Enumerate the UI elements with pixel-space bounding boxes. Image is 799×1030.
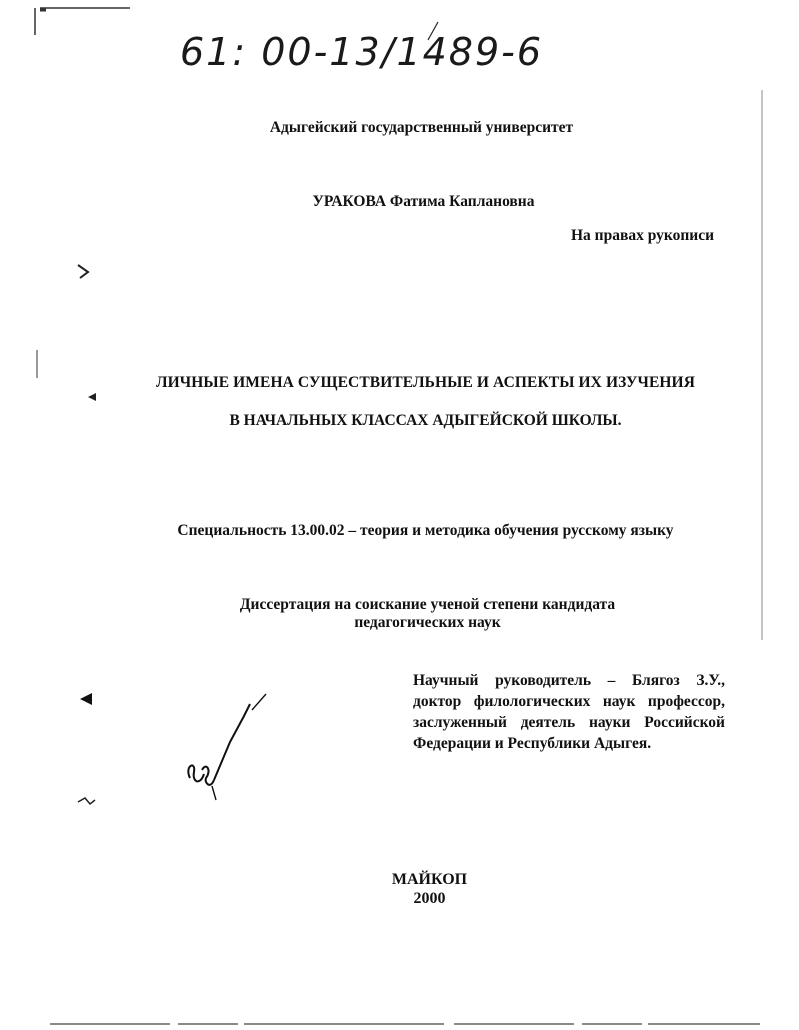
author-name: УРАКОВА Фатима Каплановна <box>312 193 535 210</box>
title-line-1: ЛИЧНЫЕ ИМЕНА СУЩЕСТВИТЕЛЬНЫЕ И АСПЕКТЫ ИХ ИЗУЧЕНИЯ <box>155 374 695 391</box>
supervisor-line-4: Федерации и Республики Адыгея. <box>413 735 652 752</box>
handwritten-signature <box>188 694 266 800</box>
supervisor-line-3: заслуженный деятель науки Российской <box>413 714 725 731</box>
supervisor-line-1: Научный руководитель – Блягоз З.У., <box>413 672 725 689</box>
binding-mark-4 <box>78 798 95 804</box>
archive-code: 61: 00-13/1489-6 <box>180 30 544 74</box>
binding-mark-2 <box>88 393 96 401</box>
year: 2000 <box>413 890 446 907</box>
supervisor-block <box>413 670 725 754</box>
binding-mark-1 <box>78 265 88 278</box>
university-name: Адыгейский государственный университет <box>269 119 574 136</box>
supervisor-line-2: доктор филологических наук профессор, <box>413 693 725 710</box>
binding-mark-3 <box>80 693 92 705</box>
dissertation-degree-line-1: Диссертация на соискание ученой степени кандидата <box>239 596 616 613</box>
city: МАЙКОП <box>391 871 468 888</box>
manuscript-rights: На правах рукописи <box>571 227 715 244</box>
specialty: Специальность 13.00.02 – теория и методика обучения русскому языку <box>177 522 674 539</box>
title-line-2: В НАЧАЛЬНЫХ КЛАССАХ АДЫГЕЙСКОЙ ШКОЛЫ. <box>229 412 622 429</box>
dissertation-degree-line-2: педагогических наук <box>354 614 501 631</box>
